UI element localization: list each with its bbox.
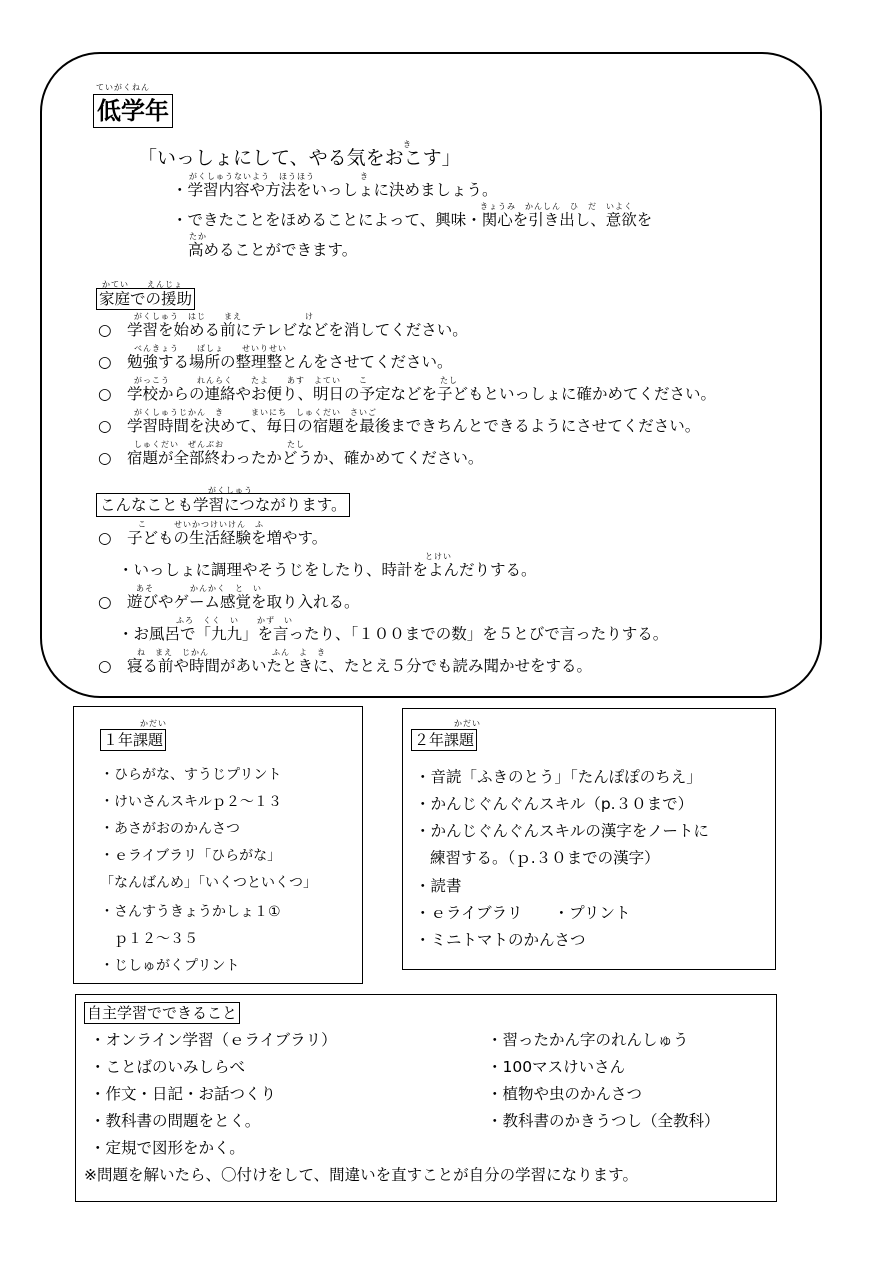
- self-study-left-5: ・定規で図形をかく。: [90, 1139, 245, 1157]
- point-2: ・できたことをほめることによって、興味・関心を引き出し、意欲を: [172, 211, 653, 229]
- grade2-item-2: ・かんじぐんぐんスキル（p.３０まで）: [415, 795, 694, 813]
- grade1-item-6: ・さんすうきょうかしょ１①: [100, 904, 281, 920]
- also-item-ruby-2: とけい: [425, 552, 452, 561]
- home-item-ruby-1: がくしゅう はじ まえ け: [134, 312, 314, 321]
- grade2-item-5: ・読書: [415, 877, 462, 895]
- also-item-3: ○ 遊びやゲーム感覚を取り入れる。: [98, 593, 360, 611]
- point-ruby-2: きょうみ かんしん ひ だ いよく: [480, 202, 633, 211]
- self-study-note: ※問題を解いたら、〇付けをして、間違いを直すことが自分の学習になります。: [84, 1166, 638, 1184]
- point-3: 高めることができます。: [188, 241, 358, 259]
- grade2-title: ２年課題: [411, 729, 477, 751]
- grade1-item-1: ・ひらがな、すうじプリント: [100, 767, 282, 783]
- slogan: 「いっしょにして、やる気をおこす」: [138, 147, 461, 169]
- also-item-ruby-5: ね まえ じかん ふん よ き: [137, 648, 326, 657]
- grade-title-ruby: ていがくねん: [96, 83, 150, 92]
- grade1-item-3: ・あさがおのかんさつ: [100, 821, 240, 837]
- grade1-item-8: ・じしゅがくプリント: [100, 958, 240, 974]
- also-learning-ruby: がくしゅう: [208, 486, 253, 495]
- self-study-right-1: ・習ったかん字のれんしゅう: [487, 1031, 689, 1049]
- home-support-ruby: かてい えんじょ: [102, 280, 183, 289]
- also-learning-title: こんなことも学習につながります。: [96, 493, 350, 517]
- grade2-item-3: ・かんじぐんぐんスキルの漢字をノートに: [415, 822, 709, 840]
- home-item-4: ○ 学習時間を決めて、毎日の宿題を最後まできちんとできるようにさせてください。: [98, 417, 701, 435]
- point-1: ・学習内容や方法をいっしょに決めましょう。: [172, 181, 498, 199]
- home-item-ruby-5: しゅくだい ぜんぶお たし: [134, 440, 305, 449]
- grade1-item-2: ・けいさんスキルｐ２〜１３: [100, 794, 282, 810]
- also-item-ruby-3: あそ かんかく と い: [136, 584, 262, 593]
- self-study-left-1: ・オンライン学習（ｅライブラリ）: [90, 1031, 337, 1049]
- home-item-5: ○ 宿題が全部終わったかどうか、確かめてください。: [98, 449, 484, 467]
- also-item-1: ○ 子どもの生活経験を増やす。: [98, 529, 328, 547]
- grade1-item-7: ｐ１２〜３５: [114, 931, 198, 947]
- home-item-1: ○ 学習を始める前にテレビなどを消してください。: [98, 321, 468, 339]
- also-item-5: ○ 寝る前や時間があいたときに、たとえ５分でも読み聞かせをする。: [98, 657, 593, 675]
- grade2-item-1: ・音読「ふきのとう」「たんぽぽのちえ」: [415, 768, 702, 786]
- self-study-right-2: ・100マスけいさん: [487, 1058, 626, 1076]
- point-ruby-3: たか: [189, 232, 207, 241]
- home-item-ruby-3: がっこう れんらく たよ あす よてい こ たし: [134, 376, 458, 385]
- grade1-title: １年課題: [100, 729, 166, 751]
- grade1-ruby: かだい: [140, 719, 167, 728]
- home-support-title: 家庭での援助: [96, 288, 195, 310]
- self-study-left-4: ・教科書の問題をとく。: [90, 1112, 261, 1130]
- self-study-left-2: ・ことばのいみしらべ: [90, 1058, 246, 1076]
- also-item-ruby-4: ふろ くく い かず い: [176, 616, 293, 625]
- self-study-right-3: ・植物や虫のかんさつ: [487, 1085, 643, 1103]
- home-item-2: ○ 勉強する場所の整理整とんをさせてください。: [98, 353, 453, 371]
- self-study-right-4: ・教科書のかきうつし（全教科）: [487, 1112, 720, 1130]
- grade2-ruby: かだい: [454, 719, 481, 728]
- self-study-left-3: ・作文・日記・お話つくり: [90, 1085, 277, 1103]
- grade2-item-6: ・ｅライブラリ ・プリント: [415, 904, 631, 922]
- also-item-ruby-1: こ せいかつけいけん ふ: [138, 520, 264, 529]
- home-item-ruby-4: がくしゅうじかん き まいにち しゅくだい さいご: [134, 408, 377, 417]
- grade2-item-4: 練習する。（ｐ.３０までの漢字）: [430, 849, 660, 867]
- home-item-ruby-2: べんきょう ばしょ せいりせい: [134, 344, 287, 353]
- self-study-title: 自主学習でできること: [84, 1002, 240, 1024]
- grade1-item-4: ・ｅライブラリ「ひらがな」: [100, 848, 282, 864]
- slogan-ruby: き: [403, 140, 412, 149]
- point-ruby-1: がくしゅうないよう ほうほう き: [189, 172, 369, 181]
- home-item-3: ○ 学校からの連絡やお便り、明日の予定などを子どもといっしょに確かめてください。: [98, 385, 717, 403]
- also-item-4: ・お風呂で「九九」を言ったり、「１００までの数」を５とびで言ったりする。: [118, 625, 669, 643]
- also-item-2: ・いっしょに調理やそうじをしたり、時計をよんだりする。: [118, 561, 537, 579]
- grade2-item-7: ・ミニトマトのかんさつ: [415, 931, 586, 949]
- grade-title: 低学年: [93, 94, 173, 128]
- grade1-item-5: 「なんばんめ」「いくつといくつ」: [100, 875, 317, 891]
